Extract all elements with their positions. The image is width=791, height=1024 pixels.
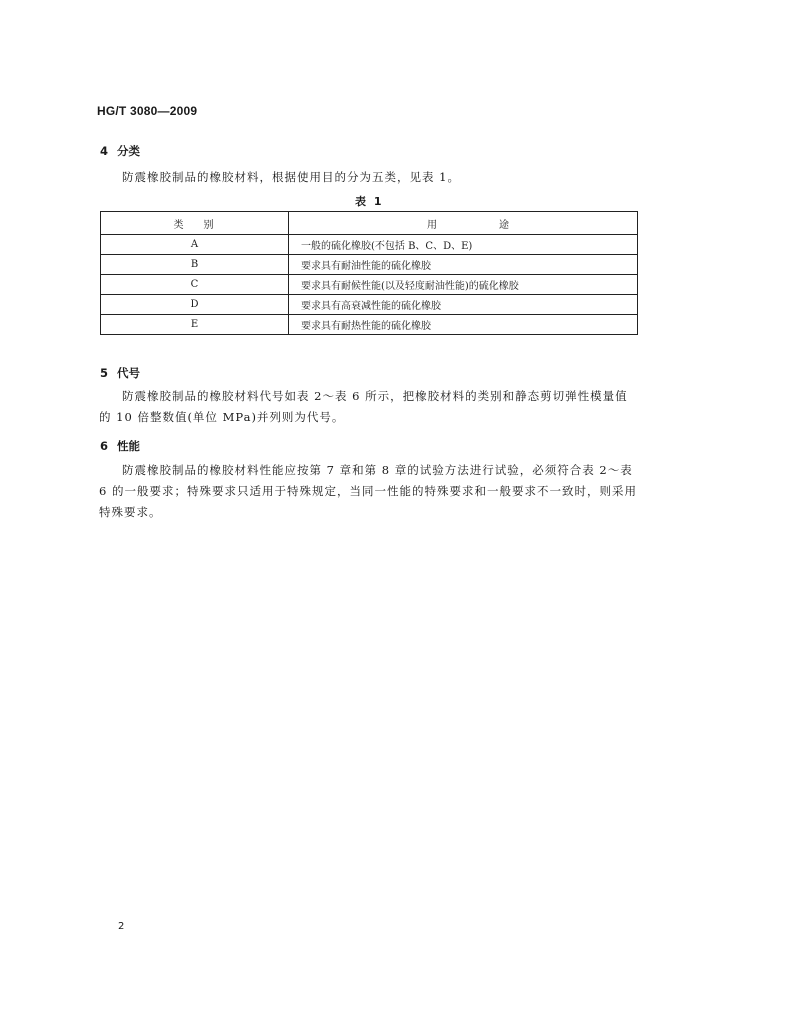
usage-cell: 要求具有耐热性能的硫化橡胶	[289, 315, 638, 335]
category-cell: A	[101, 235, 289, 255]
table-row	[101, 295, 638, 315]
usage-cell: 要求具有耐油性能的硫化橡胶	[289, 255, 638, 275]
category-cell: E	[101, 315, 289, 335]
usage-cell: 要求具有耐候性能(以及轻度耐油性能)的硫化橡胶	[289, 275, 638, 295]
table-1-caption: 表 1	[355, 195, 384, 208]
section-5-paragraph: 防震橡胶制品的橡胶材料代号如表 2～表 6 所示，把橡胶材料的类别和静态剪切弹性模量值的 10 倍整数值(单位 MPa)并列则为代号。	[99, 389, 628, 424]
category-cell: B	[101, 255, 289, 275]
table-row	[101, 315, 638, 335]
usage-cell: 一般的硫化橡胶(不包括 B、C、D、E)	[289, 235, 638, 255]
category-cell: C	[101, 275, 289, 295]
page-number: 2	[118, 921, 125, 932]
category-cell: D	[101, 295, 289, 315]
header-category: 类 别	[101, 212, 289, 235]
section-4-heading	[100, 143, 140, 159]
table-1	[100, 211, 638, 335]
section-number: 4	[100, 144, 109, 158]
table-header-row	[101, 212, 638, 235]
table-row	[101, 275, 638, 295]
usage-cell: 要求具有高衰减性能的硫化橡胶	[289, 295, 638, 315]
section-title: 性能	[117, 439, 140, 453]
section-number: 6	[100, 439, 109, 453]
table-row	[101, 255, 638, 275]
section-title: 代号	[117, 366, 140, 380]
section-6-heading	[100, 438, 140, 454]
section-number: 5	[100, 366, 109, 380]
header-usage: 用 途	[289, 212, 638, 235]
standard-code: HG/T 3080—2009	[97, 104, 198, 118]
section-5-heading	[100, 365, 140, 381]
table-row	[101, 235, 638, 255]
section-6-paragraph: 防震橡胶制品的橡胶材料性能应按第 7 章和第 8 章的试验方法进行试验，必须符合表 2～表 6 的一般要求；特殊要求只适用于特殊规定，当同一性能的特殊要求和一般要求不一致时，则采用特殊要求。	[99, 463, 637, 519]
section-4-paragraph: 防震橡胶制品的橡胶材料，根据使用目的分为五类，见表 1。	[122, 170, 460, 184]
section-title: 分类	[117, 144, 140, 158]
